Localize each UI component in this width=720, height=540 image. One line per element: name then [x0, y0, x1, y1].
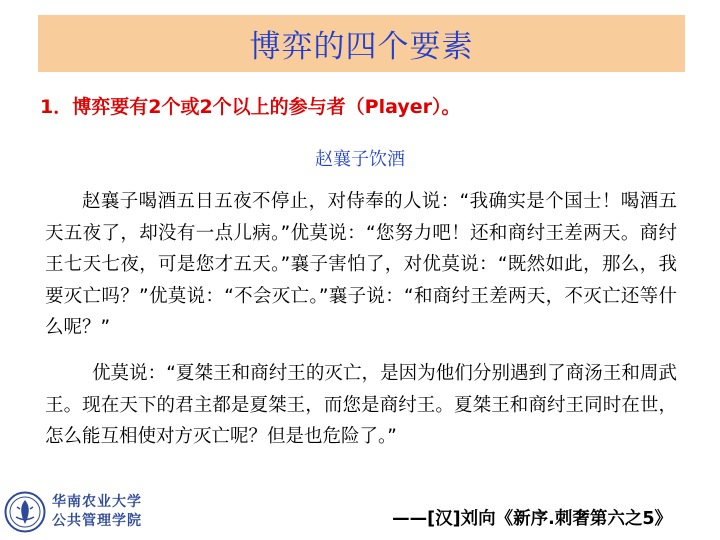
logo-line-1: 华南农业大学 — [52, 494, 142, 510]
story-title: 赵襄子饮酒 — [315, 149, 405, 170]
source-citation: ——[汉]刘向《新序.刺奢第六之5》 — [392, 509, 672, 529]
slide-title: 博弈的四个要素 — [249, 29, 474, 65]
story-paragraph-2: 优莫说：“夏桀王和商纣王的灭亡，是因为他们分别遇到了商汤王和周武王。现在天下的君主都是夏桀王，而您是商纣王。夏桀王和商纣王同时在世，怎么能互相使对方灭亡呢？但是也危险了。” — [45, 363, 677, 447]
story-paragraph-1: 赵襄子喝酒五日五夜不停止，对侍奉的人说：“我确实是个国士！喝酒五天五夜了，却没有一点儿病。”优莫说：“您努力吧！还和商纣王差两天。商纣王七天七夜，可是您才五天。”襄子害怕了，对优莫说：“既然如此，那么，我要灭亡吗？”优莫说：“不会灭亡。”襄子说：“和商纣王差两天，不灭亡还等什么呢？” — [45, 191, 677, 338]
university-emblem-icon — [4, 491, 46, 533]
point-one-text: 1．博弈要有2个或2个以上的参与者（Player）。 — [40, 96, 461, 118]
logo-line-2: 公共管理学院 — [52, 513, 142, 529]
title-banner — [38, 15, 685, 72]
logo-text — [52, 493, 142, 531]
university-logo — [4, 489, 144, 535]
